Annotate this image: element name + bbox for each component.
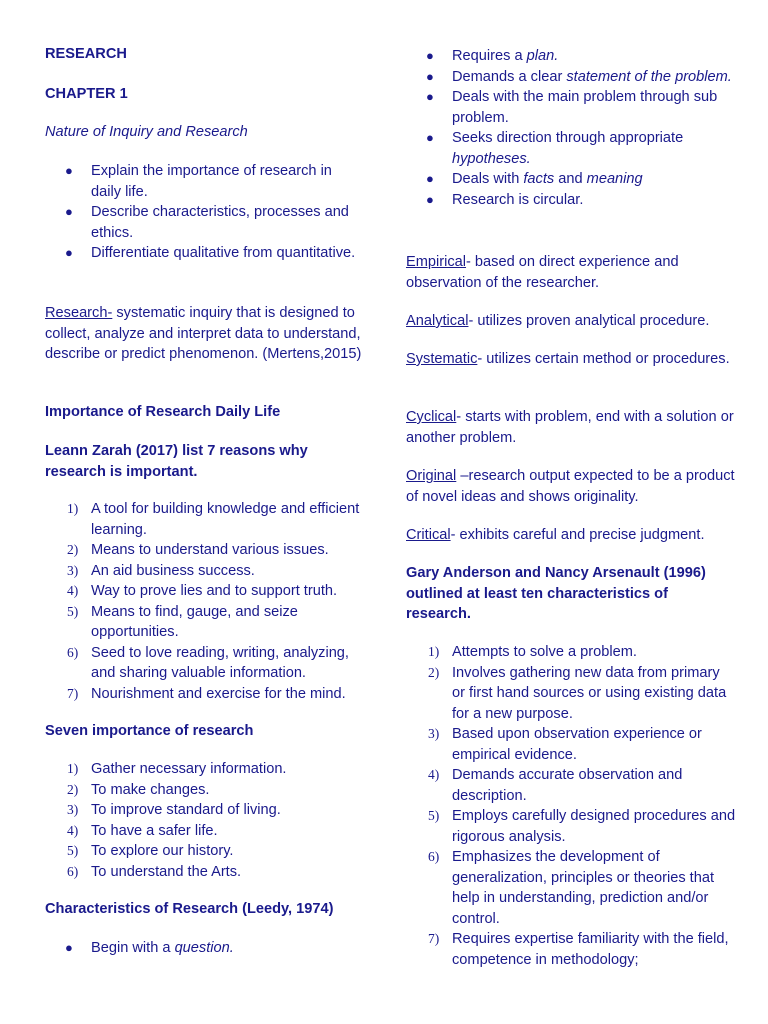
list-item: 3) To improve standard of living. — [67, 802, 281, 818]
definition-systematic: Systematic- utilizes certain method or procedures. — [406, 351, 730, 367]
leedy-list-continued — [406, 46, 736, 210]
list-item: 7) Nourishment and exercise for the mind. — [67, 685, 346, 702]
list-item: 4) To have a safer life. — [67, 822, 218, 839]
bullet-icon: ● — [65, 204, 73, 219]
gary-characteristics-list — [406, 642, 736, 970]
list-item: 3) An aid business success. — [67, 562, 255, 579]
reasons-list — [45, 499, 365, 704]
list-item: ● Seeks direction through appropriate hypotheses. — [426, 130, 684, 167]
list-item: 5) To explore our history. — [67, 843, 234, 859]
list-item: 2) To make changes. — [67, 781, 210, 798]
document-heading: RESEARCH — [45, 46, 127, 62]
research-definition: Research- systematic inquiry that is designed to collect, analyze and interpret data to understand, describe or predict phenomenon. (Mertens,2015) — [45, 305, 362, 362]
characteristics-heading: Characteristics of Research (Leedy, 1974) — [45, 901, 334, 917]
list-item: ● Deals with facts and meaning — [406, 169, 736, 190]
definition-analytical: Analytical- utilizes proven analytical procedure. — [406, 313, 710, 329]
gary-heading: Gary Anderson and Nancy Arsenault (1996) outlined at least ten characteristics of research. — [406, 565, 706, 622]
research-term: Research- — [45, 305, 113, 321]
bullet-icon: ● — [426, 191, 434, 207]
list-item: ● Research is circular. — [406, 190, 736, 211]
list-item: ● Differentiate qualitative from quantitative. — [45, 243, 365, 264]
definition-critical: Critical- exhibits careful and precise judgment. — [406, 527, 705, 543]
bullet-icon: ● — [426, 130, 434, 145]
bullet-icon: ● — [65, 245, 73, 260]
chapter-heading: CHAPTER 1 — [45, 86, 128, 102]
list-item: ● Describe characteristics, processes and ethics. — [65, 204, 349, 241]
list-item: ● Explain the importance of research in daily life. — [65, 163, 332, 200]
objectives-list — [45, 161, 365, 264]
bullet-icon: ● — [65, 940, 73, 955]
bullet-icon: ● — [426, 171, 434, 186]
importance-heading: Importance of Research Daily Life — [45, 404, 281, 420]
list-item: ● Deals with the main problem through sub problem. — [426, 89, 718, 126]
list-item: 1) A tool for building knowledge and efficient learning. — [67, 501, 360, 538]
bullet-icon: ● — [65, 163, 73, 178]
definition-empirical: Empirical- based on direct experience and observation of the researcher. — [406, 254, 679, 291]
seven-importance-heading: Seven importance of research — [45, 723, 254, 739]
bullet-icon: ● — [426, 89, 434, 104]
list-item: 1) Gather necessary information. — [67, 761, 287, 777]
list-item: 3) Based upon observation experience or empirical evidence. — [428, 726, 702, 763]
bullet-icon: ● — [426, 68, 434, 84]
list-item: ● Requires a plan. — [406, 46, 736, 67]
list-item: 7) Requires expertise familiarity with the field, competence in methodology; — [428, 931, 729, 968]
definition-original: Original –research output expected to be a product of novel ideas and shows originality. — [406, 468, 735, 505]
list-item: 6) Seed to love reading, writing, analyzing, and sharing valuable information. — [67, 644, 349, 681]
list-item: 6) To understand the Arts. — [67, 863, 242, 880]
list-item: 4) Demands accurate observation and description. — [428, 767, 683, 804]
leann-heading: Leann Zarah (2017) list 7 reasons why research is important. — [45, 443, 308, 480]
definition-cyclical: Cyclical- starts with problem, end with a solution or another problem. — [406, 409, 734, 446]
list-item: 4) Way to prove lies and to support truth. — [67, 583, 338, 599]
list-item: 5) Means to find, gauge, and seize opportunities. — [67, 603, 298, 640]
seven-importance-list — [45, 759, 365, 882]
list-item: 2) Means to understand various issues. — [67, 542, 329, 558]
list-item: 2) Involves gathering new data from primary or first hand sources or using existing data for a new purpose. — [428, 664, 727, 722]
list-item: 6) Emphasizes the development of generalization, principles or theories that help in understanding, prediction and/or control. — [428, 849, 715, 927]
chapter-subtitle: Nature of Inquiry and Research — [45, 124, 248, 140]
list-item: ● Demands a clear statement of the problem. — [406, 67, 736, 88]
list-item: ● Begin with a question. — [45, 938, 365, 959]
list-item: 1) Attempts to solve a problem. — [428, 644, 637, 660]
list-item: 5) Employs carefully designed procedures and rigorous analysis. — [428, 808, 736, 845]
bullet-icon: ● — [426, 48, 434, 63]
leedy-list-start — [45, 938, 365, 959]
